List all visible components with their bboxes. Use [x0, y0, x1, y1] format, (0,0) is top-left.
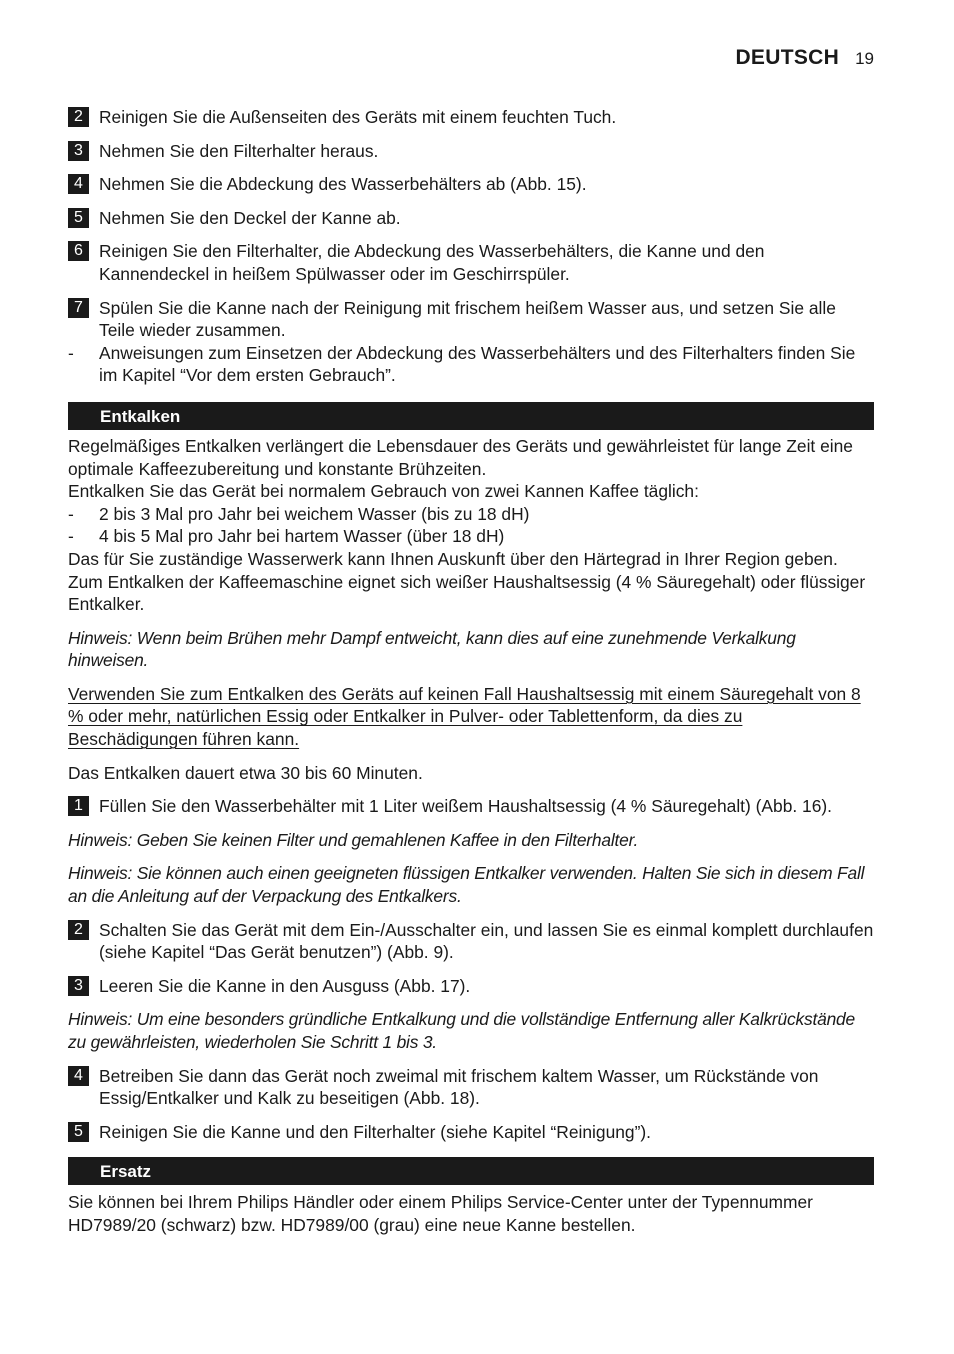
page-header — [735, 47, 874, 71]
step-number-badge: 3 — [68, 976, 89, 996]
cleaning-step — [68, 173, 874, 196]
bullet-text: 4 bis 5 Mal pro Jahr bei hartem Wasser (über 18 dH) — [99, 526, 505, 547]
step-number-badge: 4 — [68, 1066, 89, 1086]
cleaning-step — [68, 140, 874, 163]
descaling-step — [68, 1065, 874, 1110]
step-number-badge: 2 — [68, 920, 89, 940]
step-text: Reinigen Sie die Außenseiten des Geräts mit einem feuchten Tuch. — [99, 107, 617, 127]
bullet-text: 2 bis 3 Mal pro Jahr bei weichem Wasser (bis zu 18 dH) — [99, 503, 530, 524]
step-text: Schalten Sie das Gerät mit dem Ein-/Ausschalter ein, und lassen Sie es einmal komplett durchlaufen (siehe Kapitel “Das Gerät benutzen”) (Abb. 9). — [99, 919, 874, 963]
cleaning-step — [68, 207, 874, 230]
step-text: Leeren Sie die Kanne in den Ausguss (Abb. 17). — [99, 975, 471, 996]
descaling-frequency: Entkalken Sie das Gerät bei normalem Gebrauch von zwei Kannen Kaffee täglich: — [68, 481, 699, 502]
step-text: Betreiben Sie dann das Gerät noch zweimal mit frischem kaltem Wasser, um Rückstände von Essig/Entkalker und Kalk zu beseitigen (Abb. 18). — [99, 1065, 819, 1109]
bullet-text: Anweisungen zum Einsetzen der Abdeckung des Wasserbehälters und des Filterhalters finden Sie im Kapitel “Vor dem ersten Gebrauch”. — [99, 342, 856, 386]
cleaning-step — [68, 240, 874, 285]
note-text: Hinweis: Wenn beim Brühen mehr Dampf entweicht, kann dies auf eine zunehmende Verkalkung hinweisen. — [68, 627, 796, 671]
cleaning-step — [68, 297, 874, 342]
step-text: Reinigen Sie die Kanne und den Filterhalter (siehe Kapitel “Reinigung”). — [99, 1121, 651, 1142]
descaling-step — [68, 919, 874, 964]
note-text: Hinweis: Geben Sie keinen Filter und gemahlenen Kaffee in den Filterhalter. — [68, 829, 639, 850]
bullet-item — [68, 342, 874, 387]
step-number-badge: 3 — [68, 141, 89, 161]
step-text: Reinigen Sie den Filterhalter, die Abdeckung des Wasserbehälters, die Kanne und den Kannendeckel in heißem Spülwasser oder im Geschirrspüler. — [99, 241, 765, 284]
step-text: Füllen Sie den Wasserbehälter mit 1 Liter weißem Haushaltsessig (4 % Säuregehalt) (Abb. 16). — [99, 796, 832, 817]
step-text: Nehmen Sie die Abdeckung des Wasserbehälters ab (Abb. 15). — [99, 174, 587, 195]
warning-underlined: Verwenden Sie zum Entkalken des Geräts auf keinen Fall Haushaltsessig mit einem Säuregehalt von 8 % oder mehr, natürlichen Essig oder Entkalker in Pulver- oder Tablettenform, da dies zu Beschädigungen führen kann. — [68, 683, 861, 750]
step-number-badge: 7 — [68, 298, 89, 318]
step-number-badge: 1 — [68, 796, 89, 816]
descaling-step — [68, 1121, 874, 1144]
step-text: Spülen Sie die Kanne nach der Reinigung mit frischem heißem Wasser aus, und setzen Sie alle Teile wieder zusammen. — [99, 297, 836, 341]
descaling-step — [68, 795, 874, 818]
section-heading-ersatz: Ersatz — [68, 1157, 874, 1185]
bullet-item — [68, 525, 874, 548]
step-number-badge: 4 — [68, 174, 89, 194]
step-text: Nehmen Sie den Deckel der Kanne ab. — [99, 207, 401, 228]
language-label: DEUTSCH — [735, 46, 840, 69]
step-number-badge: 6 — [68, 241, 89, 261]
bullet-dash: - — [68, 503, 74, 524]
step-text: Nehmen Sie den Filterhalter heraus. — [99, 140, 379, 161]
descaling-info: Das für Sie zuständige Wasserwerk kann Ihnen Auskunft über den Härtegrad in Ihrer Region geben. Zum Entkalken der Kaffeemaschine eignet sich weißer Haushaltsessig (4 % Säuregehalt) oder flüssiger Entkalker. — [68, 548, 866, 615]
section-heading-entkalken: Entkalken — [68, 402, 874, 430]
replacement-text: Sie können bei Ihrem Philips Händler oder einem Philips Service-Center unter der Typennummer HD7989/20 (schwarz) bzw. HD7989/00 (grau) eine neue Kanne bestellen. — [68, 1192, 813, 1235]
page-content — [68, 106, 874, 1237]
bullet-dash: - — [68, 526, 74, 547]
descaling-duration: Das Entkalken dauert etwa 30 bis 60 Minuten. — [68, 762, 423, 783]
bullet-dash: - — [68, 342, 74, 363]
bullet-item — [68, 503, 874, 526]
warning-text — [68, 683, 874, 751]
cleaning-step — [68, 106, 874, 129]
step-number-badge: 5 — [68, 208, 89, 228]
descaling-step — [68, 975, 874, 998]
step-number-badge: 5 — [68, 1122, 89, 1142]
note-text: Hinweis: Um eine besonders gründliche Entkalkung und die vollständige Entfernung aller Kalkrückstände zu gewährleisten, wiederholen Sie Schritt 1 bis 3. — [68, 1009, 856, 1052]
note-text: Hinweis: Sie können auch einen geeigneten flüssigen Entkalker verwenden. Halten Sie sich in diesem Fall an die Anleitung auf der Verpackung des Entkalkers. — [68, 863, 865, 907]
descaling-intro: Regelmäßiges Entkalken verlängert die Lebensdauer des Geräts und gewährleistet für lange Zeit eine optimale Kaffeezubereitung und konstante Brühzeiten. — [68, 435, 853, 479]
step-number-badge: 2 — [68, 107, 89, 127]
page-number: 19 — [855, 49, 874, 68]
